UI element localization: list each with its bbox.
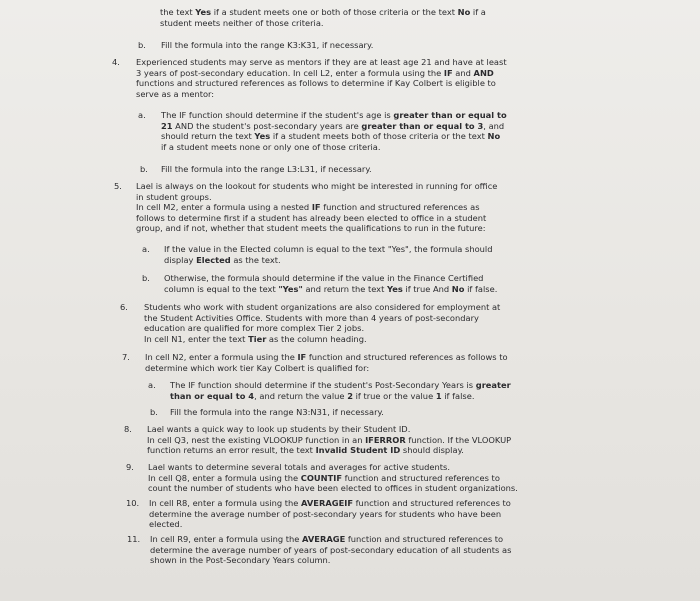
item-4-text: [136, 57, 556, 99]
item-4-line-1: Experienced students may serve as mentors if they are at least age 21 and have at least: [136, 57, 507, 67]
item-11-text: [150, 534, 560, 566]
item-7b-text: Fill the formula into the range N3:N31, if necessary.: [170, 407, 384, 417]
item-7a-line-2: than or equal to 4, and return the value 2 if true or the value 1 if false.: [170, 390, 475, 401]
item-10-text: [149, 498, 559, 530]
item-5b-marker: b.: [142, 273, 150, 283]
item-4a-marker: a.: [138, 110, 146, 120]
intro-b-marker: b.: [138, 40, 146, 50]
item-5a-line-2: display Elected as the text.: [164, 254, 281, 265]
item-4b-marker: b.: [140, 164, 148, 174]
item-4-marker: 4.: [112, 57, 120, 67]
item-7-line-1: In cell N2, enter a formula using the IF function and structured references as follows to: [145, 352, 508, 362]
item-7a-line-1: The IF function should determine if the student's Post-Secondary Years is greater: [170, 380, 511, 390]
item-6-line-4: In cell N1, enter the text Tier as the column heading.: [144, 333, 367, 344]
item-10-marker: 10.: [126, 498, 140, 508]
item-5b-text: [164, 273, 554, 294]
item-5-text: [136, 181, 556, 234]
item-9-line-2: In cell Q8, enter a formula using the COUNTIF function and structured references to: [148, 472, 500, 483]
item-9-marker: 9.: [126, 462, 134, 472]
item-6-line-3: education are qualified for more complex Tier 2 jobs.: [144, 323, 365, 334]
item-8-line-2: In cell Q3, nest the existing VLOOKUP function in an IFERROR function. If the VLOOKUP: [147, 434, 512, 445]
item-8-marker: 8.: [124, 424, 132, 434]
item-7b-marker: b.: [150, 407, 158, 417]
item-5-marker: 5.: [114, 181, 122, 191]
item-10-line-1: In cell R8, enter a formula using the AVERAGEIF function and structured references to: [149, 498, 511, 508]
item-7a-text: [170, 380, 560, 401]
item-5b-line-1: Otherwise, the formula should determine if the value in the Finance Certified: [164, 273, 484, 283]
item-9-text: [148, 462, 558, 494]
item-4a-line-3: should return the text Yes if a student meets both of those criteria or the text No: [161, 131, 501, 142]
item-8-line-3: function returns an error result, the text Invalid Student ID should display.: [147, 445, 464, 456]
item-6-line-1: Students who work with student organizations are also considered for employment at: [144, 302, 501, 312]
intro-line-2: student meets neither of those criteria.: [160, 17, 324, 28]
item-4a-line-1: The IF function should determine if the student's age is greater than or equal to: [161, 110, 507, 120]
item-7-text: [145, 352, 555, 373]
item-11-line-2: determine the average number of years of post-secondary education of all students as: [150, 544, 512, 555]
item-5-line-2: in student groups.: [136, 191, 212, 202]
item-7a-marker: a.: [148, 380, 156, 390]
item-5a-marker: a.: [142, 244, 150, 254]
item-4-line-4: serve as a mentor:: [136, 88, 215, 99]
item-5b-line-2: column is equal to the text "Yes" and return the text Yes if true And No if false.: [164, 283, 498, 294]
item-4b-text: Fill the formula into the range L3:L31, if necessary.: [161, 164, 372, 174]
item-5-line-1: Lael is always on the lookout for students who might be interested in running for office: [136, 181, 498, 191]
item-5-line-4: follows to determine first if a student has already been elected to office in a student: [136, 212, 487, 223]
item-8-text: [147, 424, 557, 456]
item-4a-line-2: 21 AND the student's post-secondary years are greater than or equal to 3, and: [161, 120, 505, 131]
item-10-line-2: determine the average number of post-secondary years for students who have been: [149, 508, 502, 519]
intro-b-text: Fill the formula into the range K3:K31, if necessary.: [161, 40, 374, 50]
item-6-line-2: the Student Activities Office. Students with more than 4 years of post-secondary: [144, 312, 479, 323]
item-8-line-1: Lael wants a quick way to look up students by their Student ID.: [147, 424, 411, 434]
item-11-line-3: shown in the Post-Secondary Years column.: [150, 555, 331, 566]
item-6-text: [144, 302, 554, 344]
item-9-line-3: count the number of students who have been elected to offices in student organizations.: [148, 483, 518, 494]
item-11-line-1: In cell R9, enter a formula using the AVERAGE function and structured references to: [150, 534, 504, 544]
intro-line-1: the text Yes if a student meets one or both of those criteria or the text No if a: [160, 7, 486, 17]
item-9-line-1: Lael wants to determine several totals and averages for active students.: [148, 462, 451, 472]
item-5-line-3: In cell M2, enter a formula using a nested IF function and structured references as: [136, 202, 480, 213]
item-10-line-3: elected.: [149, 519, 183, 530]
item-4a-text: [161, 110, 551, 152]
item-7-line-2: determine which work tier Kay Colbert is qualified for:: [145, 362, 370, 373]
item-6-marker: 6.: [120, 302, 128, 312]
item-5a-line-1: If the value in the Elected column is equal to the text "Yes", the formula should: [164, 244, 493, 254]
item-5a-text: [164, 244, 554, 265]
item-7-marker: 7.: [122, 352, 130, 362]
item-11-marker: 11.: [127, 534, 141, 544]
intro-continuation: [160, 7, 560, 28]
item-4-line-2: 3 years of post-secondary education. In cell L2, enter a formula using the IF and AND: [136, 67, 494, 78]
item-4a-line-4: if a student meets none or only one of those criteria.: [161, 141, 381, 152]
item-4-line-3: functions and structured references as follows to determine if Kay Colbert is eligible to: [136, 78, 496, 89]
item-5-line-5: group, and if not, whether that student meets the qualifications to run in the future:: [136, 223, 486, 234]
